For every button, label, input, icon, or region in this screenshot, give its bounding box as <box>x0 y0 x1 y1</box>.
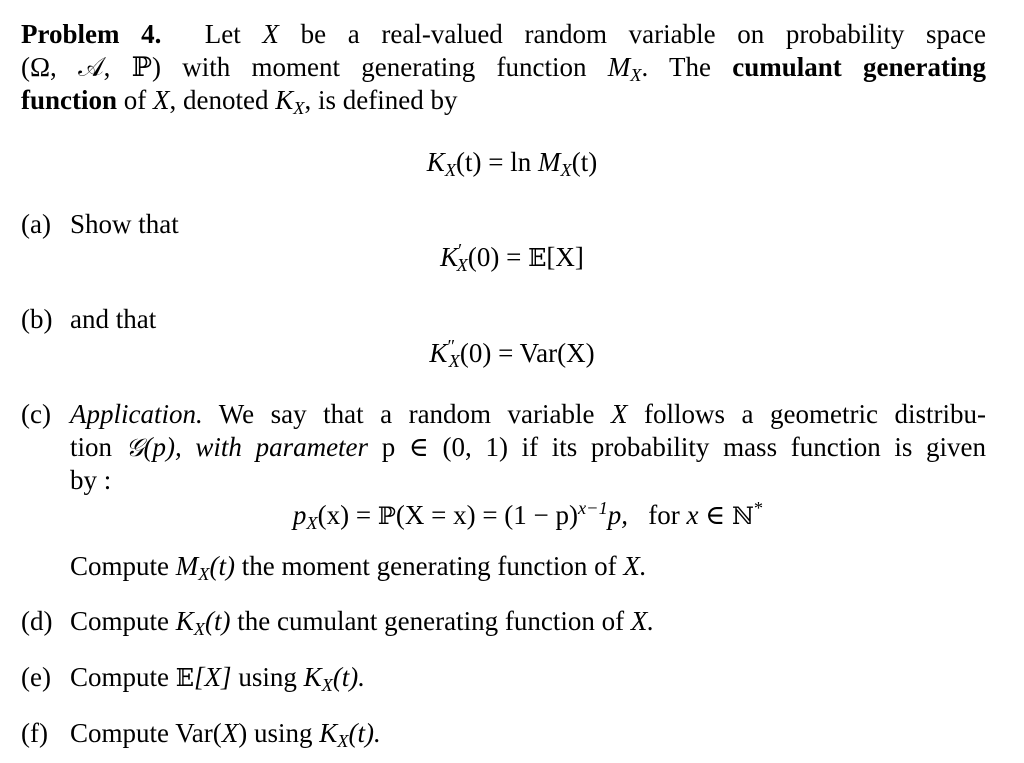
definition-formula <box>0 146 1024 179</box>
intro-text: . The <box>641 52 711 82</box>
part-c-text: if its probability mass function is given <box>521 432 987 462</box>
math-var: K <box>275 85 294 115</box>
part-c-label: (c) <box>21 399 51 429</box>
math-sub: X <box>198 564 210 585</box>
math-sup: ″ <box>447 335 456 356</box>
part-c-line-2 <box>70 431 986 464</box>
math-sub: X <box>321 675 333 696</box>
math-sup: ′ <box>458 239 463 260</box>
math-text: for <box>648 500 680 530</box>
math-var: X. <box>623 551 647 581</box>
math-sub: X <box>456 255 468 276</box>
math-var: K <box>175 606 194 636</box>
math-text: (p), with parameter <box>143 432 369 462</box>
math-text: (t) <box>209 551 235 581</box>
math-text: (t) <box>456 147 482 177</box>
part-d-word: the cumulant generating function of <box>237 606 625 636</box>
intro-line-1 <box>21 18 986 51</box>
part-e-word: Compute <box>70 662 169 692</box>
intro-line-3 <box>21 84 986 117</box>
math-var: K <box>429 338 448 368</box>
math-var: K <box>426 147 445 177</box>
part-c-body <box>70 398 986 497</box>
problem-intro <box>21 18 986 117</box>
math-var: K <box>303 662 322 692</box>
intro-line-2 <box>21 51 986 84</box>
math-text: p, <box>607 500 628 530</box>
part-a-formula <box>0 241 1024 275</box>
math-sup: * <box>753 497 764 518</box>
intro-text: , denoted <box>169 85 269 115</box>
problem-heading: Problem 4. <box>21 19 162 49</box>
math-sub: X <box>560 160 572 181</box>
math-sup: x−1 <box>578 497 608 518</box>
part-f-label: (f) <box>21 718 48 748</box>
math-text: = ln <box>481 147 538 177</box>
math-var: K <box>319 718 338 748</box>
math-text: (t). <box>332 662 366 692</box>
math-blackboard: ℙ <box>377 502 396 530</box>
math-var: X. <box>630 606 655 636</box>
part-e-word: using <box>238 662 297 692</box>
application-term: Application. <box>70 399 203 429</box>
math-text: (X = x) = (1 − p) <box>395 500 579 530</box>
bold-term: cumulant generating <box>732 52 987 82</box>
part-c-compute <box>70 550 647 583</box>
part-d-label: (d) <box>21 606 53 636</box>
part-e-label: (e) <box>21 662 51 692</box>
math-var: X <box>153 85 170 115</box>
part-e-text <box>70 661 365 695</box>
math-calligraphic: 𝒢 <box>125 433 144 462</box>
part-c-text: Compute <box>70 551 169 581</box>
math-var: M <box>607 52 631 82</box>
math-var: X <box>611 399 628 429</box>
bold-term: function <box>21 85 118 115</box>
part-c-text: the moment generating function of <box>241 551 617 581</box>
part-c-line-1 <box>70 398 986 431</box>
math-blackboard: 𝔼 <box>175 664 195 692</box>
math-var: X <box>262 19 279 49</box>
math-sub: X <box>444 160 457 181</box>
intro-text: Let <box>204 19 241 49</box>
part-c-text: follows a geometric distribu- <box>644 399 987 429</box>
math-var: M <box>175 551 199 581</box>
part-a-label: (a) <box>21 209 51 239</box>
math-text: (0) = Var(X) <box>459 338 595 368</box>
part-f-word: Compute Var( <box>70 718 222 748</box>
math-text: (0) = <box>467 242 529 272</box>
math-text: [X] <box>546 242 584 272</box>
probability-space: (Ω, 𝒜, ℙ) <box>21 52 161 82</box>
part-b-label: (b) <box>21 304 53 334</box>
math-var: M <box>538 147 561 177</box>
math-blackboard: 𝔼 <box>528 244 547 272</box>
math-text: (t) <box>204 606 231 636</box>
math-var: K <box>440 242 459 272</box>
part-a-text: Show that <box>70 209 179 239</box>
part-b-text: and that <box>70 304 157 334</box>
part-d-word: Compute <box>70 606 169 636</box>
part-b-formula <box>0 337 1024 370</box>
math-text: (x) = <box>317 500 378 530</box>
part-f-text <box>70 717 381 750</box>
intro-text: of <box>123 85 147 115</box>
math-text: [X] <box>194 662 232 692</box>
math-sub: X <box>448 351 460 372</box>
math-text: (t). <box>348 718 381 748</box>
math-sub: X <box>293 98 305 119</box>
part-c-text: by : <box>70 465 112 495</box>
math-text: (t) <box>571 147 598 177</box>
intro-text: , is defined by <box>304 85 458 115</box>
math-sub: X <box>306 513 318 534</box>
math-sub: X <box>630 65 642 86</box>
part-c-line-3 <box>70 464 986 497</box>
math-blackboard: ℕ <box>731 502 754 530</box>
part-c-text: We say that a random variable <box>218 399 595 429</box>
math-text: p ∈ (0, 1) <box>381 432 508 462</box>
part-c-text: tion <box>70 432 113 462</box>
part-d-text <box>70 605 654 638</box>
part-f-word: ) <box>238 718 248 748</box>
math-sub: X <box>193 619 205 640</box>
part-f-word: using <box>253 718 313 748</box>
pmf-formula <box>16 499 1024 533</box>
intro-text: be a real-valued random variable on probability space <box>300 19 987 49</box>
math-var: X <box>221 718 239 748</box>
math-var: p <box>292 500 307 530</box>
intro-text: with moment generating function <box>182 52 587 82</box>
math-sub: X <box>337 731 349 752</box>
math-text: x ∈ <box>686 500 732 530</box>
